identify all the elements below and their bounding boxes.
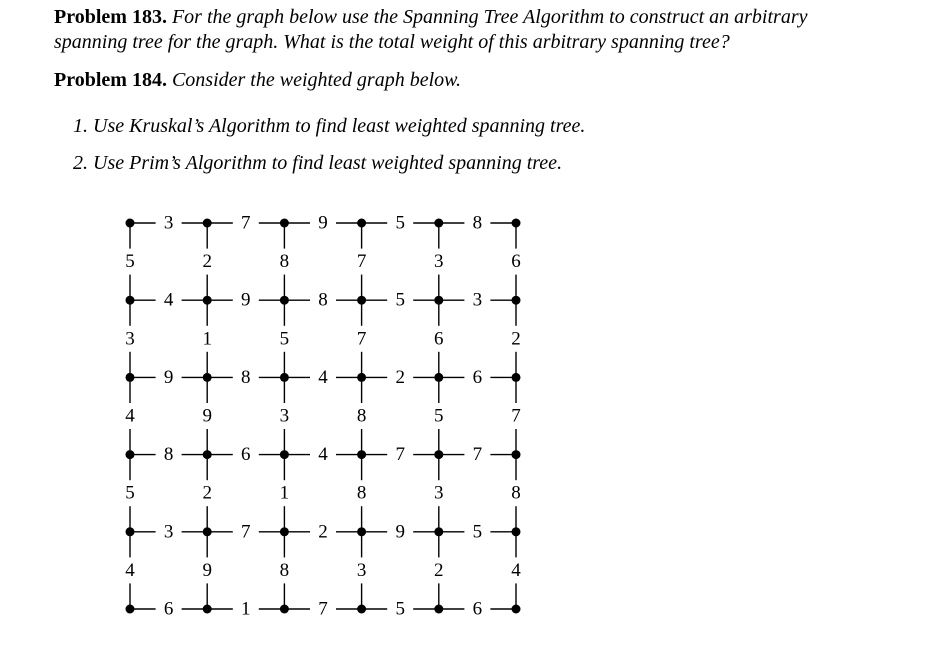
problem-184-label: Problem 184. (54, 69, 167, 91)
vertex (512, 296, 521, 305)
vertex (434, 373, 443, 382)
vertex (126, 373, 135, 382)
edge-weight-label: 2 (434, 559, 444, 581)
edge-weight-label: 8 (241, 366, 251, 388)
edge-weight-label: 3 (356, 559, 367, 581)
vertex (434, 219, 443, 228)
vertex (280, 605, 289, 614)
edge-weight-label: 8 (356, 482, 367, 504)
edge-weight-label: 5 (395, 212, 405, 234)
edge-weight-label: 3 (434, 482, 444, 504)
edge-weight-label: 7 (472, 444, 483, 466)
edge-weight-label: 9 (163, 366, 174, 388)
edge-weight-label: 9 (202, 559, 212, 581)
vertex (357, 296, 366, 305)
edge-weight-label: 8 (511, 482, 521, 504)
edge-weight-label: 1 (241, 598, 251, 620)
vertex (434, 296, 443, 305)
problem-183-text-1: For the graph below use the Spanning Tree Algorithm to construct an arbitrary (171, 6, 808, 28)
edge-weight-label: 6 (434, 328, 444, 350)
edge-weight-label: 5 (125, 251, 135, 273)
vertex (126, 450, 135, 459)
edge-weight-label: 2 (202, 251, 212, 273)
edge-weight-label: 7 (318, 598, 328, 620)
edge-weight-label: 9 (241, 289, 251, 311)
problem-184-text: Consider the weighted graph below. (171, 69, 462, 91)
edge-weight-label: 4 (318, 444, 328, 466)
edge-weight-label: 8 (279, 559, 290, 581)
edge-weight-label: 3 (472, 289, 483, 311)
edge-weight-label: 6 (163, 598, 174, 620)
edge-weight-label: 5 (434, 405, 444, 427)
edge-weight-label: 7 (395, 444, 405, 466)
edge-weight-label: 8 (472, 212, 483, 234)
edge-weight-label: 9 (202, 405, 212, 427)
vertex (357, 373, 366, 382)
edge-weight-label: 6 (511, 251, 521, 273)
edge-weight-label: 7 (241, 521, 251, 543)
edge-weight-label: 2 (511, 328, 521, 350)
vertex (126, 527, 135, 536)
edge-weight-label: 7 (511, 405, 521, 427)
vertex (512, 219, 521, 228)
edge-weight-label: 3 (125, 328, 135, 350)
edge-weight-label: 9 (395, 521, 405, 543)
edge-weight-label: 4 (125, 559, 135, 581)
edge-weight-label: 3 (434, 251, 444, 273)
vertex (203, 450, 212, 459)
edge-weight-label: 7 (241, 212, 251, 234)
vertex (280, 219, 289, 228)
edge-weight-label: 2 (318, 521, 328, 543)
edge-weight-label: 5 (125, 482, 135, 504)
vertex (512, 527, 521, 536)
vertex (434, 605, 443, 614)
vertex (280, 527, 289, 536)
problem-184-item-2: 2. Use Prim’s Algorithm to find least weighted spanning tree. (73, 152, 563, 174)
problem-183-text-2: spanning tree for the graph. What is the total weight of this arbitrary spanning tree? (54, 31, 730, 53)
vertex (357, 527, 366, 536)
vertex (357, 219, 366, 228)
edge-weight-label: 1 (202, 328, 212, 350)
edge-weight-label: 4 (318, 366, 328, 388)
vertex (434, 527, 443, 536)
edge-weight-label: 4 (511, 559, 521, 581)
vertex (512, 373, 521, 382)
problem-184-item-1: 1. Use Kruskal’s Algorithm to find least weighted spanning tree. (73, 115, 586, 137)
edge-weight-label: 8 (163, 444, 174, 466)
edge-weight-label: 3 (279, 405, 290, 427)
edge-weight-label: 8 (356, 405, 367, 427)
edge-weight-label: 3 (163, 212, 174, 234)
edge-weight-label: 5 (279, 328, 290, 350)
edge-weight-label: 1 (279, 482, 290, 504)
edge-weight-label: 7 (356, 251, 367, 273)
edge-weight-label: 3 (163, 521, 174, 543)
vertex (280, 450, 289, 459)
edge-weight-label: 4 (163, 289, 174, 311)
vertex (126, 296, 135, 305)
vertex (203, 219, 212, 228)
vertex (126, 219, 135, 228)
vertex (512, 450, 521, 459)
edge-weight-label: 4 (125, 405, 135, 427)
edge-weight-label: 5 (395, 289, 405, 311)
edge-weight-label: 8 (279, 251, 290, 273)
vertex (280, 296, 289, 305)
edge-weight-label: 5 (472, 521, 483, 543)
vertex (357, 605, 366, 614)
vertex (434, 450, 443, 459)
vertex (126, 605, 135, 614)
problem-183-label: Problem 183. (54, 6, 167, 28)
vertex (280, 373, 289, 382)
vertex (203, 605, 212, 614)
edge-weight-label: 6 (241, 444, 251, 466)
edge-weight-label: 9 (318, 212, 328, 234)
edge-weight-label: 8 (318, 289, 328, 311)
edge-weight-label: 6 (472, 598, 483, 620)
edge-weight-label: 2 (395, 366, 405, 388)
edge-weight-label: 6 (472, 366, 483, 388)
vertex (357, 450, 366, 459)
edge-weight-label: 2 (202, 482, 212, 504)
vertex (203, 373, 212, 382)
vertex (512, 605, 521, 614)
vertex (203, 527, 212, 536)
edge-weight-label: 7 (356, 328, 367, 350)
edge-weight-label: 5 (395, 598, 405, 620)
vertex (203, 296, 212, 305)
